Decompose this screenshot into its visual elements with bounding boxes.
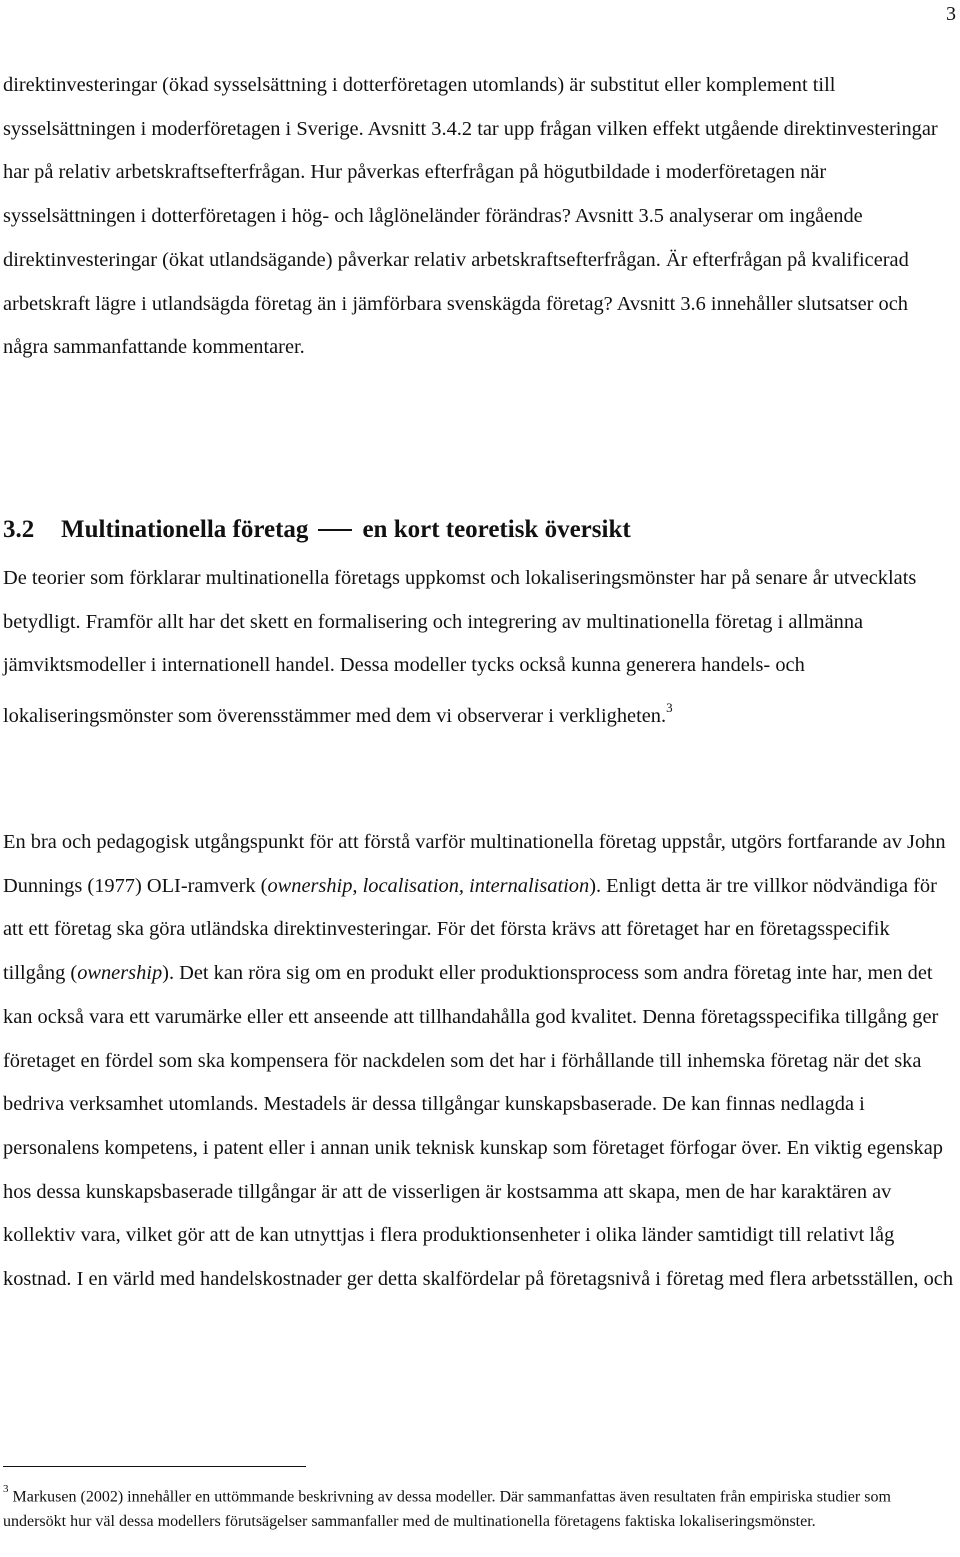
theory-paragraph <box>3 557 957 739</box>
section-number: 3.2 <box>3 516 35 543</box>
oli-paragraph <box>3 821 957 1302</box>
oli-italic-terms: ownership, localisation, internalisation <box>267 874 590 897</box>
oli-text-1: En bra och pedagogisk utgångspunkt för att förstå varför multinationella företag uppstår, utgörs fortfarande av John Dunnings (1977) OLI-ramverk ( <box>3 831 946 897</box>
footnote-number: 3 <box>3 1483 9 1495</box>
ownership-italic: ownership <box>77 962 163 985</box>
section-title-part2: en kort teoretisk översikt <box>362 516 631 543</box>
page-number: 3 <box>946 3 956 25</box>
title-dash <box>318 529 352 531</box>
footnote-reference: 3 <box>666 700 673 716</box>
oli-text-3: ). Det kan röra sig om en produkt eller produktionsprocess som andra företag inte har, men det kan också vara ett varumärke eller ett anseende att tillhandahålla god kvalitet. Denna företagsspecifika tillgång ger företaget en fördel som ska kompensera för nackdelen som det har i förhållande till inhemska företag när det ska bedriva verksamhet utomlands. Mestadels är dessa tillgångar kunskapsbaserade. De kan finnas nedlagda i personalens kompetens, i patent eller i annan unik teknisk kunskap som företaget förfogar över. En viktig egenskap hos dessa kunskapsbaserade tillgångar är att de visserligen är kostsamma att skapa, men de har karaktären av kollektiv vara, vilket gör att de kan utnyttjas i flera produktionsenheter i olika länder samtidigt till relativt låg kostnad. I en värld med handelskostnader ger detta skalfördelar på företagsnivå i företag med flera arbetsställen, och <box>3 962 954 1291</box>
section-title-part1: Multinationella företag <box>61 516 309 543</box>
footnote-separator <box>3 1466 306 1467</box>
theory-paragraph-text: De teorier som förklarar multinationella företags uppkomst och lokaliseringsmönster har på senare år utvecklats betydligt. Framför allt har det skett en formalisering och integrering av multinationella företag i allmänna jämviktsmodeller i internationell handel. Dessa modeller tycks också kunna generera handels- och lokaliseringsmönster som överensstämmer med dem vi observerar i verkligheten. <box>3 567 917 727</box>
section-heading <box>3 510 631 550</box>
oli-text-2: ). Enligt detta är tre villkor nödvändiga för att ett företag ska göra utländska direktinvesteringar. För det första krävs att företaget har en företagsspecifik tillgång ( <box>3 874 937 985</box>
footnote-text: Markusen (2002) innehåller en uttömmande beskrivning av dessa modeller. Där sammanfattas även resultaten från empiriska studier som undersökt hur väl dessa modellers förutsägelser sammanfaller med de multinationella företagens faktiska lokaliseringsmönster. <box>3 1488 891 1531</box>
intro-paragraph: direktinvesteringar (ökad sysselsättning i dotterföretagen utomlands) är substitut eller komplement till sysselsättningen i moderföretagen i Sverige. Avsnitt 3.4.2 tar upp frågan vilken effekt utgående direktinvesteringar har på relativ arbetskraftsefterfrågan. Hur påverkas efterfrågan på högutbildade i moderföretagen när sysselsättningen i dotterföretagen i hög- och låglöneländer förändras? Avsnitt 3.5 analyserar om ingående direktinvesteringar (ökat utlandsägande) påverkar relativ arbetskraftsefterfrågan. Är efterfrågan på kvalificerad arbetskraft lägre i utlandsägda företag än i jämförbara svenskägda företag? Avsnitt 3.6 innehåller slutsatser och några sammanfattande kommentarer. <box>3 74 938 359</box>
footnote <box>3 1480 957 1534</box>
